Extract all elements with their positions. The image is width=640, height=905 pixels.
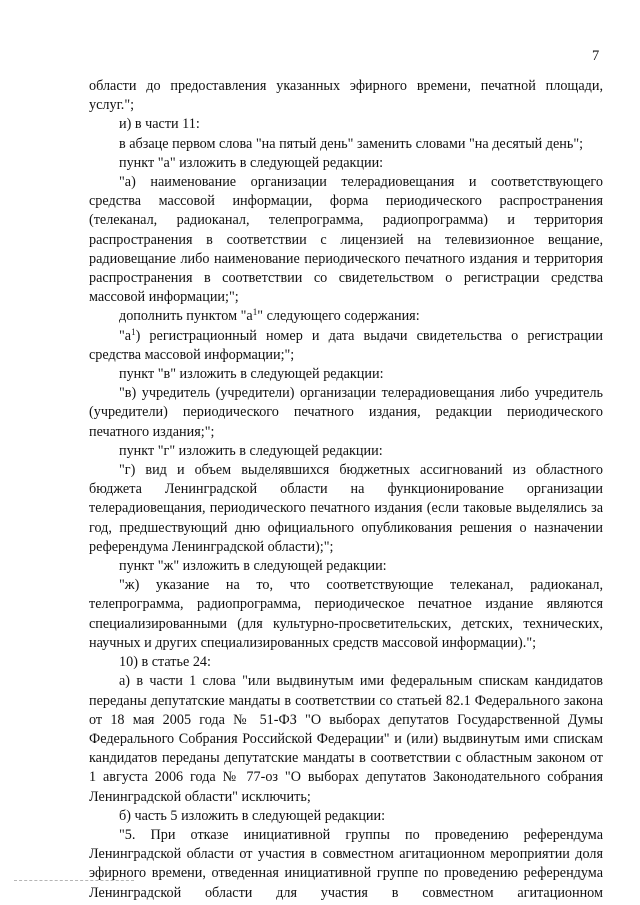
paragraph: б) часть 5 изложить в следующей редакции: — [119, 807, 386, 824]
paragraph: пункт "ж" изложить в следующей редакции: — [119, 558, 387, 575]
superscript: 1 — [252, 307, 258, 318]
paragraph-text: дополнить пунктом "а — [119, 308, 253, 325]
paragraph: пункт "в" изложить в следующей редакции: — [119, 366, 384, 383]
paragraph — [89, 307, 603, 326]
paragraph-text: " следующего содержания: — [257, 308, 420, 325]
paragraph: и) в части 11: — [119, 116, 200, 133]
paragraph: области до предоставления указанных эфирного времени, печатной площади, услуг."; — [89, 78, 603, 114]
paragraph — [89, 327, 603, 365]
paragraph: "а) наименование организации телерадиовещания и соответствующего средства массовой информации, форма периодического распространения (телеканал, радиоканал, телепрограмма, радиопрограмма) и территория распространения в соответствии с лицензией на телевизионное вещание, радиовещание либо наименование периодического печатного издания и территория распространения в соответствии со свидетельством о регистрации средства массовой информации;"; — [89, 174, 603, 306]
paragraph-text: ) регистрационный номер и дата выдачи свидетельства о регистрации средства массовой информации;"; — [89, 327, 603, 363]
paragraph: "5. При отказе инициативной группы по проведению референдума Ленинградской области от участия в совместном агитационном мероприятии доля эфирного времени, отведенная инициативной группе по проведению референдума Ленинградской области для участия в совместном агитационном — [89, 826, 603, 901]
paragraph: "г) вид и объем выделявшихся бюджетных ассигнований из областного бюджета Ленинградской области на функционирование организации телерадиовещания, периодического печатного издания (если таковые выделялись за год, предшествующий дню официального опубликования решения о назначении референдума Ленинградской области);"; — [89, 462, 603, 555]
superscript: 1 — [131, 326, 136, 337]
document-body — [89, 77, 603, 903]
paragraph: "в) учредитель (учредители) организации телерадиовещания либо учредитель (учредители) периодического печатного издания, редакции периодического печатного издания;"; — [89, 385, 603, 440]
paragraph: 10) в статье 24: — [119, 654, 211, 671]
paragraph: в абзаце первом слова "на пятый день" заменить словами "на десятый день"; — [119, 135, 584, 152]
paragraph-text: "а — [119, 327, 132, 344]
paragraph: пункт "а" изложить в следующей редакции: — [119, 154, 384, 171]
paragraph: а) в части 1 слова "или выдвинутым ими федеральным спискам кандидатов переданы депутатские мандаты в соответствии со статьей 82.1 Федерального закона от 18 мая 2005 года № 51-ФЗ "О выборах депутатов Государственной Думы Федерального Собрания Российской Федерации" и (или) выдвинутым ими спискам кандидатов переданы депутатские мандаты в соответствии с областным законом от 1 августа 2006 года № 77-оз "О выборах депутатов Законодательного собрания Ленинградской области" исключить; — [89, 673, 603, 805]
page-number: 7 — [592, 48, 600, 64]
paragraph: "ж) указание на то, что соответствующие телеканал, радиоканал, телепрограмма, радиопрограмма, периодическое печатное издание являются специализированными (для культурно-просветительских, детских, технических, научных и других специализированных средств массовой информации)."; — [89, 577, 603, 651]
paragraph: пункт "г" изложить в следующей редакции: — [119, 442, 383, 459]
footer-line — [14, 880, 134, 882]
